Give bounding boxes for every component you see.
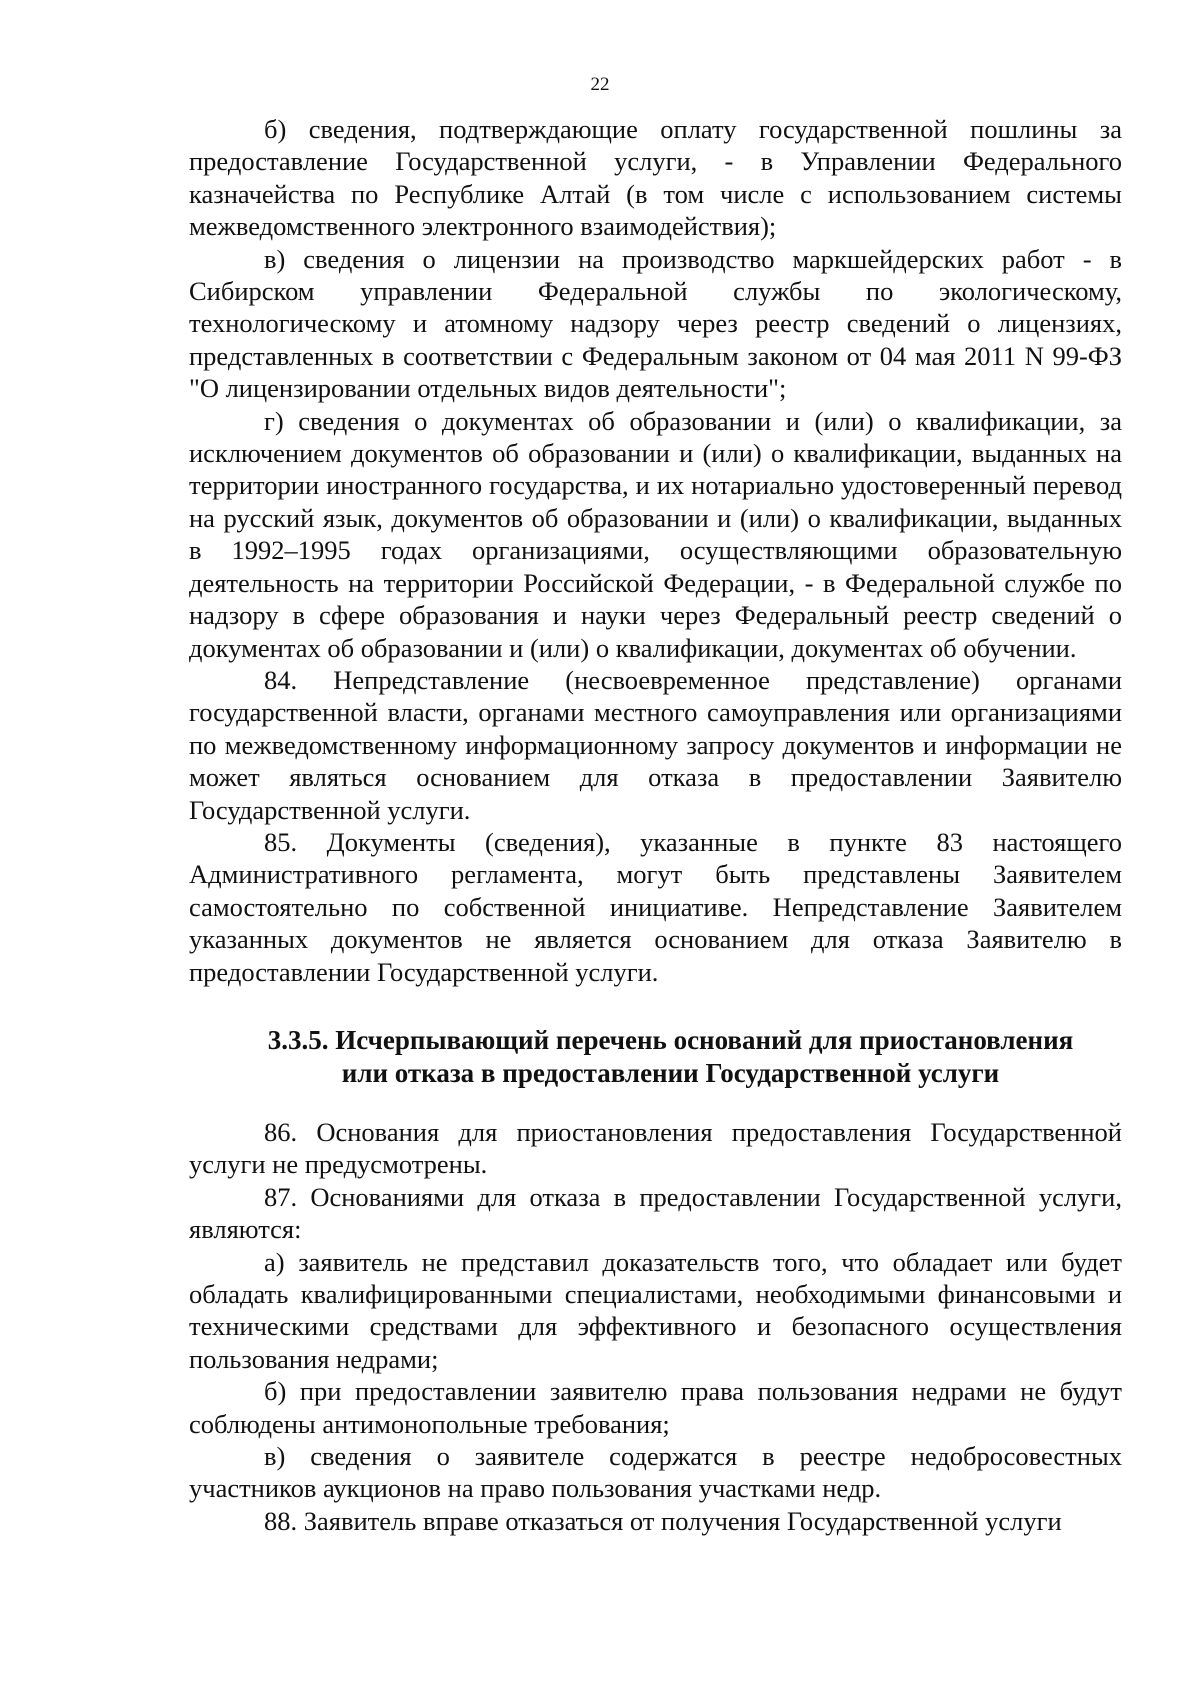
- paragraph-84: 84. Непредставление (несвоевременное представление) органами государственной власти, органами местного самоуправления или организациями по межведомственному информационному запросу документов и информации не может являться основанием для отказа в предоставлении Заявителю Государственной услуги.: [189, 664, 1122, 825]
- document-body: [189, 113, 1122, 1537]
- paragraph-85: 85. Документы (сведения), указанные в пункте 83 настоящего Административного регламента, могут быть представлены Заявителем самостоятельно по собственной инициативе. Непредставление Заявителем указанных документов не является основанием для отказа Заявителю в предоставлении Государственной услуги.: [189, 826, 1122, 987]
- section-heading-line-2: или отказа в предоставлении Государственной услуги: [341, 1057, 1000, 1088]
- paragraph-b-fee-info: б) сведения, подтверждающие оплату государственной пошлины за предоставление Государственной услуги, - в Управлении Федерального казначейства по Республике Алтай (в том числе с использованием системы межведомственного электронного взаимодействия);: [189, 114, 1122, 242]
- paragraph-87: 87. Основаниями для отказа в предоставлении Государственной услуги, являются:: [189, 1181, 1122, 1245]
- paragraph-87-a: а) заявитель не представил доказательств того, что обладает или будет обладать квалифицированными специалистами, необходимыми финансовыми и техническими средствами для эффективного и безопасного осуществления пользования недрами;: [189, 1246, 1122, 1374]
- paragraph-88: 88. Заявитель вправе отказаться от получения Государственной услуги: [264, 1505, 1062, 1536]
- paragraph-v-license-info: в) сведения о лицензии на производство маркшейдерских работ - в Сибирском управлении Федеральной службы по экологическому, технологическому и атомному надзору через реестр сведений о лицензиях, представленных в соответствии с Федеральным законом от 04 мая 2011 N 99-ФЗ "О лицензировании отдельных видов деятельности";: [189, 243, 1122, 404]
- paragraph-87-b: б) при предоставлении заявителю права пользования недрами не будут соблюдены антимонопольные требования;: [189, 1376, 1122, 1439]
- page-number: 22: [590, 74, 610, 95]
- section-heading-3-3-5: [189, 1024, 1122, 1090]
- paragraph-87-v: в) сведения о заявителе содержатся в реестре недобросовестных участников аукционов на право пользования участками недр.: [189, 1441, 1122, 1504]
- section-heading-line-1: 3.3.5. Исчерпывающий перечень оснований для приостановления: [267, 1024, 1074, 1055]
- paragraph-g-education-info: г) сведения о документах об образовании и (или) о квалификации, за исключением документов об образовании и (или) о квалификации, выданных на территории иностранного государства, и их нотариально удостоверенный перевод на русский язык, документов об образовании и (или) о квалификации, выданных в 1992–1995 годах организациями, осуществляющими образовательную деятельность на территории Российской Федерации, - в Федеральной службе по надзору в сфере образования и науки через Федеральный реестр сведений о документах об образовании и (или) о квалификации, документах об обучении.: [189, 405, 1122, 663]
- paragraph-86: 86. Основания для приостановления предоставления Государственной услуги не предусмотрены.: [189, 1116, 1122, 1180]
